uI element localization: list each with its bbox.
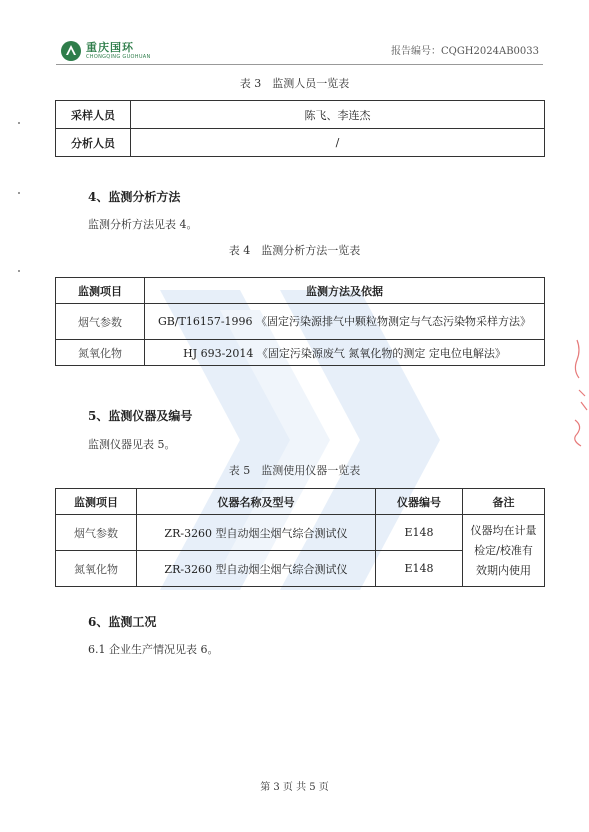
table-cell: / bbox=[131, 129, 545, 157]
section6-text: 6.1 企业生产情况见表 6。 bbox=[88, 643, 219, 656]
section4-text: 监测分析方法见表 4。 bbox=[88, 218, 198, 231]
table-cell-method: GB/T16157-1996 《固定污染源排气中颗粒物测定与气态污染物采样方法》 bbox=[145, 304, 545, 340]
section5-heading: 5、监测仪器及编号 bbox=[88, 409, 193, 423]
table-header-row bbox=[56, 489, 545, 515]
table-row bbox=[56, 340, 545, 366]
table-cell-item: 烟气参数 bbox=[56, 304, 145, 340]
table-row bbox=[56, 129, 545, 157]
page-number: 第 3 页 共 5 页 bbox=[260, 782, 329, 793]
edge-mark bbox=[18, 122, 20, 124]
table-header-row bbox=[56, 278, 545, 304]
leaf-logo-icon bbox=[60, 40, 82, 62]
table-cell-code: E148 bbox=[376, 551, 463, 587]
table-row bbox=[56, 101, 545, 129]
section6-heading: 6、监测工况 bbox=[88, 615, 157, 629]
edge-mark bbox=[18, 270, 20, 272]
table-row bbox=[56, 304, 545, 340]
column-header: 监测方法及依据 bbox=[145, 278, 545, 304]
table-cell-remark: 仪器均在计量检定/校准有效期内使用 bbox=[463, 515, 545, 587]
table-cell: 陈飞、李连杰 bbox=[131, 101, 545, 129]
table-cell-item: 烟气参数 bbox=[56, 515, 137, 551]
column-header: 监测项目 bbox=[56, 489, 137, 515]
table-cell-instrument: ZR-3260 型自动烟尘烟气综合测试仪 bbox=[137, 515, 376, 551]
table-cell-method: HJ 693-2014 《固定污染源废气 氮氧化物的测定 定电位电解法》 bbox=[145, 340, 545, 366]
column-header: 监测项目 bbox=[56, 278, 145, 304]
table-row-label: 采样人员 bbox=[56, 101, 131, 129]
table4 bbox=[55, 277, 545, 366]
edge-mark bbox=[18, 192, 20, 194]
column-header: 仪器编号 bbox=[376, 489, 463, 515]
section4-heading: 4、监测分析方法 bbox=[88, 190, 181, 204]
column-header: 仪器名称及型号 bbox=[137, 489, 376, 515]
logo-chinese-name: 重庆国环 bbox=[86, 41, 134, 54]
section5-text: 监测仪器见表 5。 bbox=[88, 438, 176, 451]
column-header: 备注 bbox=[463, 489, 545, 515]
report-number: 报告编号：CQGH2024AB0033 bbox=[390, 46, 539, 57]
table4-caption: 表 4 监测分析方法一览表 bbox=[228, 244, 361, 257]
logo-english-name: CHONGQING GUOHUAN bbox=[86, 54, 151, 60]
table-cell-item: 氮氧化物 bbox=[56, 551, 137, 587]
table-cell-item: 氮氧化物 bbox=[56, 340, 145, 366]
company-logo bbox=[60, 40, 151, 62]
table-row bbox=[56, 515, 545, 551]
table5-caption: 表 5 监测使用仪器一览表 bbox=[228, 464, 361, 477]
table3 bbox=[55, 100, 545, 157]
table-cell-code: E148 bbox=[376, 515, 463, 551]
table3-caption: 表 3 监测人员一览表 bbox=[239, 77, 350, 90]
table-cell-instrument: ZR-3260 型自动烟尘烟气综合测试仪 bbox=[137, 551, 376, 587]
table-row-label: 分析人员 bbox=[56, 129, 131, 157]
seal-stamp-icon bbox=[567, 330, 589, 450]
table5 bbox=[55, 488, 545, 587]
header-divider bbox=[56, 64, 543, 65]
